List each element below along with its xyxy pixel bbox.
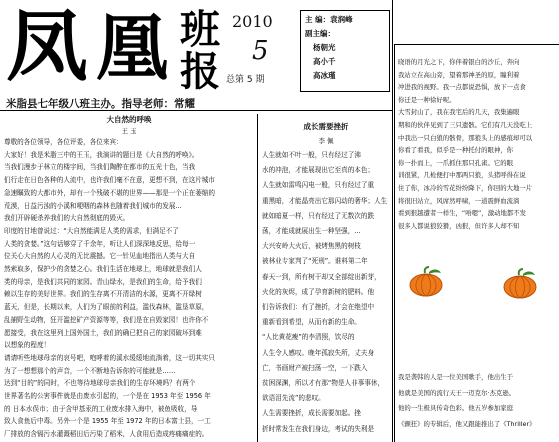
- text-line: 期和的伙伴见到了三只遗骸。它们有几天没吃上: [398, 120, 533, 129]
- article-1-author: 王 玉: [121, 127, 137, 135]
- article-1-body: [4, 136, 254, 441]
- masthead-title-char-1: 凤: [6, 1, 88, 92]
- text-line: 火化的灰烬，成了孕育新树的肥料。他: [262, 287, 375, 296]
- article-2: [262, 116, 390, 437]
- article-1: [4, 114, 254, 441]
- text-line: 春天一到，所有树干却又全部绽出新芽，: [262, 272, 381, 281]
- editor-label: 主 编：: [305, 15, 331, 24]
- masthead-rule: [0, 110, 392, 111]
- text-line: 看到狠越遭者一样生，“唔嗯”，激动地都不发: [398, 209, 527, 218]
- text-line: 人生需要挫折，成长需要加起。挫: [262, 409, 361, 418]
- text-line: 急速瞩致的大都市外，却有一个残破不堪的世界——那是一个正在萎缩的: [4, 188, 215, 197]
- text-line: 赖以生存的美好世界。我们的生存离不开清洁的水源，更离不开绿树: [4, 290, 202, 299]
- masthead-title-char-4: 报: [180, 48, 220, 95]
- article-3-body: [398, 56, 558, 232]
- staff-box: [300, 10, 390, 92]
- article-3: [398, 56, 558, 232]
- text-line: 大雪封山了，我在我宅后的几天，我集遍眼: [398, 108, 520, 117]
- right-column-left-rule: [394, 44, 395, 442]
- text-line: 中我出一只白狼的骸骨，那狼头上的感痕却可以: [398, 133, 533, 142]
- text-line: 愿接受，我在这里列上国外国土，我们的确已把自己的家园破坏到难: [4, 328, 202, 337]
- text-line: 贫困深渊，所以才有那“物是人非事事休，: [262, 379, 385, 388]
- text-line: 他就是美国的流行天王一迈克尔·杰克逊。: [398, 388, 516, 397]
- deputy-label: 副主编：: [305, 29, 335, 38]
- masthead-subtitle: 米脂县七年级八班主办。指导老师：常耀: [6, 98, 195, 110]
- text-line: 你看了看我，似乎是一种托付的眼神，你: [398, 146, 514, 155]
- article-2-title: 成长需要挫折: [303, 122, 349, 131]
- right-column-top-rule: [394, 44, 559, 45]
- text-line: 水的冲泡，才能展现出它至真的本色；: [262, 166, 375, 175]
- text-line: 我们开辟硬杀养我们的大自然彻底的毁灭。: [4, 214, 130, 223]
- article-3-bottom-body: [398, 370, 558, 432]
- text-line: 住了你，冰冷的雪花纷纷降下，你回的大地一片: [398, 183, 533, 192]
- text-line: 人类的贪婪。”这句话够穿了千余年，听让人们深深地反思，给每一: [4, 239, 196, 248]
- editor-name: 袁润峰: [330, 15, 353, 24]
- pumpkin-icon: [408, 266, 444, 298]
- masthead: [0, 0, 400, 112]
- text-line: 被林业专家判了“死刑”。谁料第二年: [262, 257, 368, 266]
- article-2-author: 李 佩: [318, 137, 334, 145]
- text-line: 们告诉我们：有了挫折，才会在绝望中: [262, 303, 375, 312]
- column-divider-1: [257, 114, 258, 442]
- text-line: 将很旧站立，风席然呼啸，一道震鲜血流淌: [398, 196, 520, 205]
- text-line: 训很紧，几枪便打中那两只狼，头猪呼得在说: [398, 171, 526, 180]
- text-line: 乱捕野生动物，狂开滥挖矿产资源等等，我们是在自毁家园！也许你不: [4, 315, 209, 324]
- text-line: 重新看到希望，从而有新的生命。: [262, 318, 361, 327]
- article-2-body: [262, 148, 390, 437]
- text-line: 蓝天，但是，长期以来，人们为了眼前的利益，滥伐森林，滥垦草原，: [4, 303, 209, 312]
- text-line: 他的一生极具传奇色彩。他五岁参加家庭: [398, 404, 514, 412]
- text-line: 尊敬的各位领导，各位评委，各位来宾：: [4, 138, 123, 146]
- issue-year: 2010: [232, 12, 273, 31]
- text-line: 以想象的程度！: [4, 341, 51, 350]
- text-line: 我站立在高山旁，望着那神圣的原，瞳利着: [398, 70, 520, 79]
- text-line: 亡，书画财产被扫荡一空，一下跌入: [262, 363, 368, 372]
- text-line: 《颤狂》的专辑后，他又跟能推出了《Thriller》: [398, 419, 536, 428]
- text-line: 你迁是一种徐好呢。: [398, 95, 456, 104]
- text-line: 然索取多，保护少的贪婪之心。我们生活在地球上，地球就是我们人: [4, 265, 202, 274]
- deputy-name-3: 高冰瑾: [313, 71, 336, 80]
- text-line: 很多人都说狼狡猾，凶狠，但许多人却不知: [398, 221, 520, 230]
- masthead-title-char-2: 凰: [96, 5, 169, 90]
- text-line: 达到“目的”的同时，不也等待地球母亲我们的生存环境吗？有两个: [4, 379, 196, 388]
- text-line: 致人食鱼后中毒。另外一个是 1955 年至 1972 年的日本富士县，一工: [4, 417, 211, 426]
- text-line: 的 日本水俣市；由于含甲基汞的工业废水排入海中，被鱼吸收，导: [4, 404, 198, 413]
- text-line: 当我们漫步于林立的楼宇间，当我们陶醉在都市的五光十色，当我: [4, 163, 196, 172]
- text-line: 类的母亲，是我们共同的家园。青山绿水，是我们的生命，给予我们: [4, 277, 202, 286]
- text-line: 你一扑而上，一爪抓住那只孔雀。它的眼: [398, 158, 514, 167]
- text-line: 欲语泪先流”的悲叹。: [262, 394, 325, 403]
- text-line: 大兴安岭大火后，被烤焦黑的树枝: [262, 242, 361, 251]
- text-line: 人生令人感叹。晚年孤寂失所，丈夫身: [262, 348, 375, 357]
- article-1-title: 大自然的呼唤: [106, 115, 152, 124]
- text-line: 印度的甘地曾说过：“大自然能满足人类的需求，但满足不了: [4, 226, 179, 235]
- text-line: 为了一想想那个的声音，一个不断地告诉你的可能就是……: [4, 366, 176, 375]
- text-line: 人生就如不叶一般，只有经过了沸: [262, 151, 361, 159]
- text-line: 人生就如雷鸣闪电一般，只有经过了重: [262, 181, 375, 190]
- text-line: 荡，才能成就展出生一种坚强，...: [262, 227, 361, 236]
- text-line: 冲进我的视野。我一点都说恐惧，放下一点食: [398, 83, 526, 92]
- deputy-name-1: 杨朝光: [313, 43, 336, 52]
- pumpkin-icon: [502, 268, 538, 300]
- text-line: 们行走在日色各种的人流中，也许我们毫不在意，更想不到，在这片城市: [4, 176, 215, 185]
- text-line: “人比黄花瘦”的李清照，饮尽的: [262, 333, 355, 342]
- text-line: 折时常发生在我们身边，考试的失利是: [262, 424, 375, 433]
- text-line: 晓语的月光之下，你伴着银白的沙丘，奔向: [398, 58, 520, 66]
- issue-number: 总第 5 期: [226, 75, 265, 85]
- text-line: 厂排放的含镉污水灌溉稻田后污染了稻米，人食用后造成疼痛痛症的。: [4, 430, 209, 439]
- text-line: 请请听些地球母亲的哀号吧，咆哮着的溪水缓缓地流淌着，这一切其实只: [4, 353, 215, 362]
- text-line: 我是袭韩的人是一位美国歌手，他出生于: [398, 373, 514, 381]
- text-line: 世界著名的公害事件就是由废水引起的，一个是在 1953 年至 1956 年: [4, 392, 211, 401]
- deputy-name-2: 高小千: [313, 57, 336, 66]
- issue-month: 5: [252, 36, 269, 66]
- text-line: 荒漠，日益污浊的小溪和哽咽的森林也随着我们城市的发展...: [4, 201, 182, 210]
- text-line: 位关心大自然的人心灵的无比震撼。它一针见血地指出人类与大自: [4, 252, 196, 261]
- text-line: 大家好！我是米脂三中的王玉，我演讲的题目是《大自然的呼唤》。: [4, 150, 199, 159]
- column-divider-2: [392, 0, 393, 442]
- text-line: 重黑暗，才能晶亮出它那闪动的奢华；人生: [262, 196, 388, 205]
- masthead-title-char-3: 班: [180, 6, 220, 53]
- article-3-continued: [398, 370, 558, 432]
- text-line: 就如暗夏一样，只有经过了无数次的跌: [262, 211, 375, 220]
